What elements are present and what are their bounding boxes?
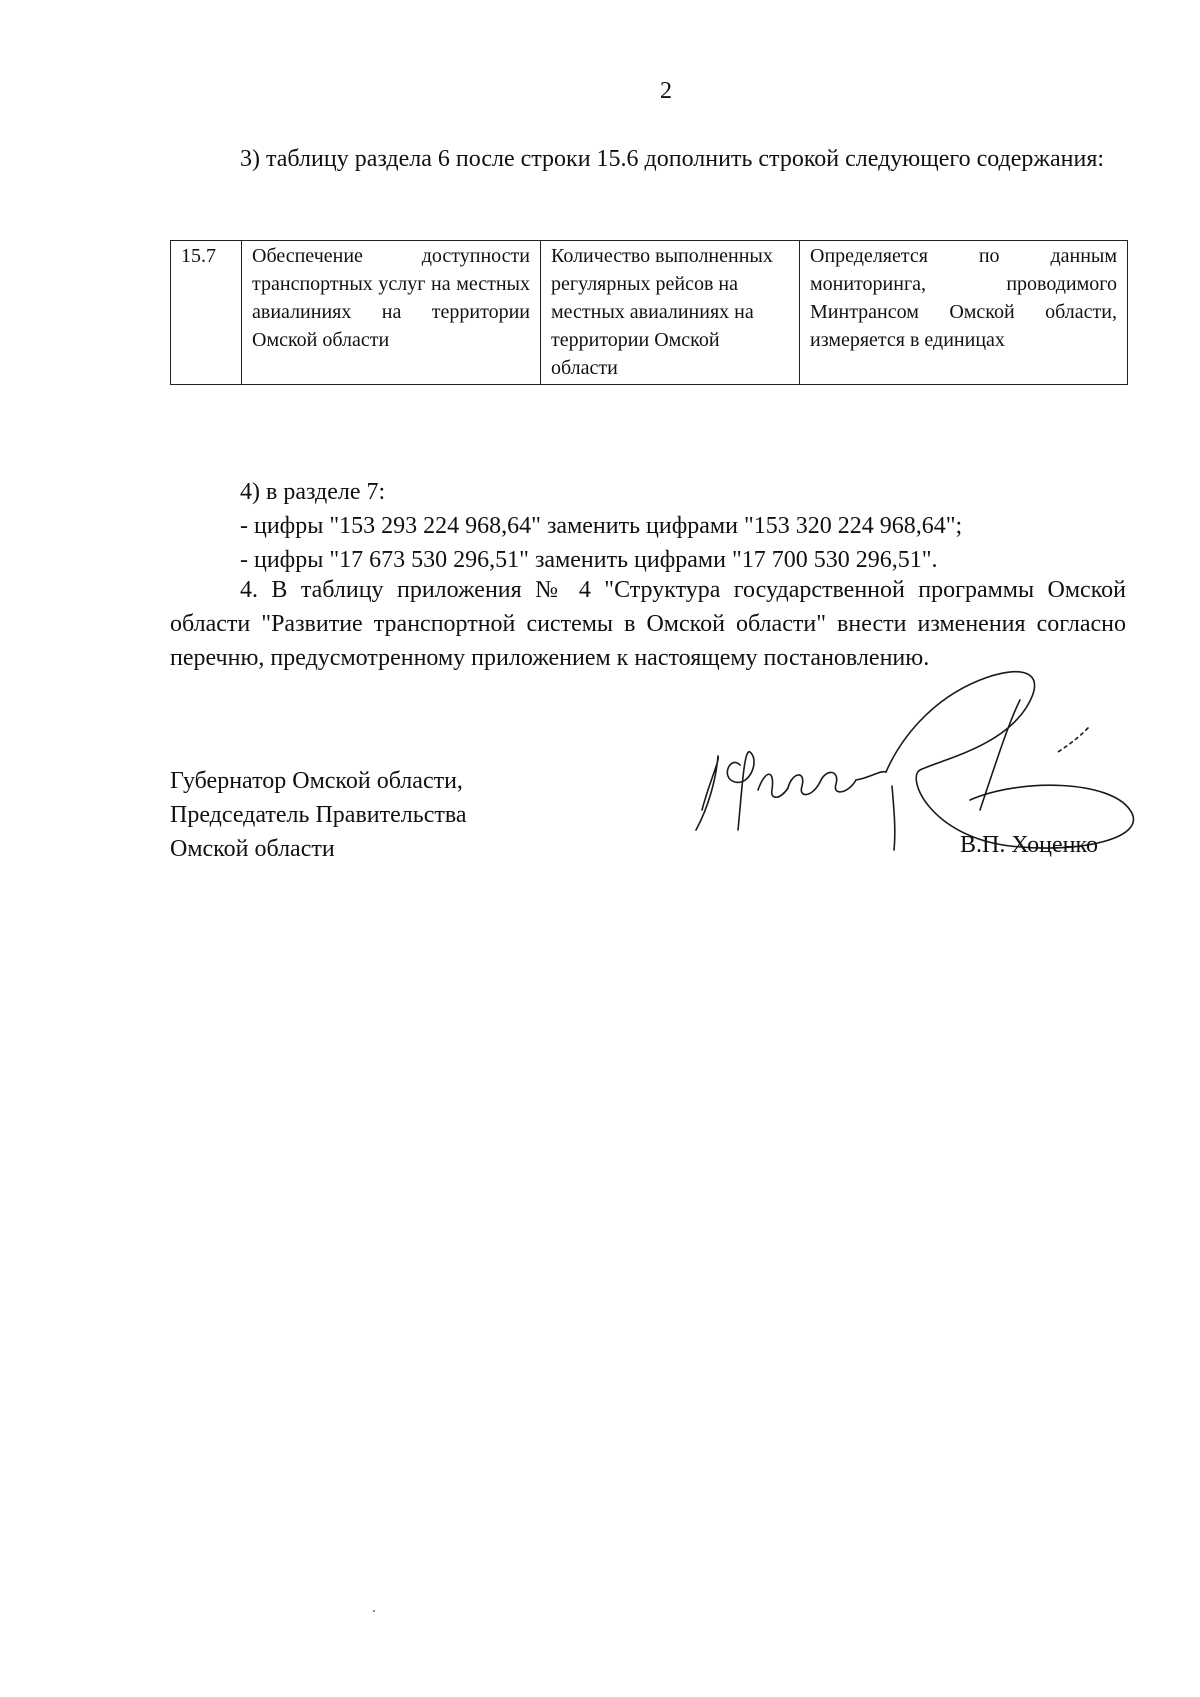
handwritten-signature — [680, 660, 1150, 900]
amendment-intro: 3) таблицу раздела 6 после строки 15.6 дополнить строкой следующего содержания: — [240, 146, 1105, 172]
section-7-line-2: - цифры "17 673 530 296,51" заменить цифрами "17 700 530 296,51". — [240, 547, 938, 573]
signatory-title-line-1: Губернатор Омской области, — [170, 768, 463, 794]
row-method-cell: Определяется по данным мониторинга, проводимого Минтрансом Омской области, измеряется в единицах — [800, 241, 1128, 385]
signatory-title-line-2: Председатель Правительства — [170, 802, 467, 828]
signatory-title-line-3: Омской области — [170, 836, 335, 862]
signatory-title — [170, 764, 467, 866]
row-name-cell: Обеспечение доступности транспортных услуг на местных авиалиниях на территории Омской области — [242, 241, 541, 385]
amendment-table — [170, 240, 1128, 385]
page-number: 2 — [660, 78, 672, 104]
row-number-cell: 15.7 — [171, 241, 242, 385]
table-row — [171, 241, 1128, 385]
scan-speck — [373, 1610, 375, 1612]
section-7-changes — [170, 475, 1126, 577]
section-7-heading: 4) в разделе 7: — [240, 479, 386, 505]
item-4-paragraph: 4. В таблицу приложения № 4 "Структура государственной программы Омской области "Развитие транспортной системы в Омской области" внести изменения согласно перечню, предусмотренному приложением к настоящему постановлению. — [170, 577, 1126, 671]
row-indicator-cell: Количество выполненных регулярных рейсов на местных авиалиниях на территории Омской области — [541, 241, 800, 385]
signatory-name: В.П. Хоценко — [960, 832, 1098, 858]
section-7-line-1: - цифры "153 293 224 968,64" заменить цифрами "153 320 224 968,64"; — [240, 513, 963, 539]
